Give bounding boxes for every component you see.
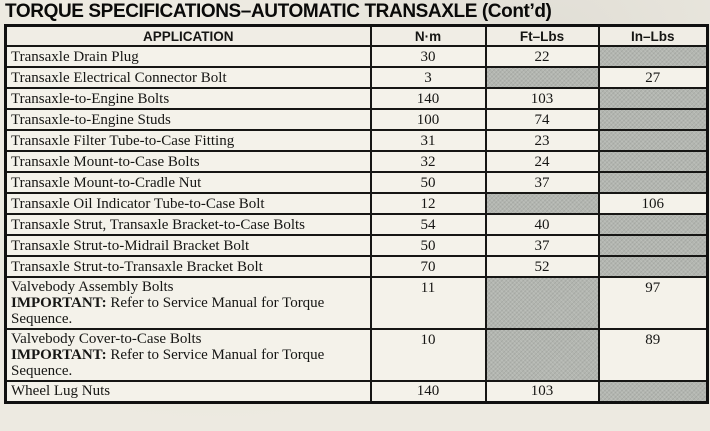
inlbs-cell-shaded	[599, 172, 708, 193]
table-row	[6, 329, 708, 381]
table-row	[6, 235, 708, 256]
application-cell: Wheel Lug Nuts	[6, 381, 371, 402]
column-header-inlbs: In–Lbs	[599, 26, 708, 47]
column-header-nm: N·m	[371, 26, 486, 47]
inlbs-cell-shaded	[599, 151, 708, 172]
nm-cell: 100	[371, 109, 486, 130]
table-row	[6, 130, 708, 151]
nm-cell: 10	[371, 329, 486, 381]
nm-cell: 31	[371, 130, 486, 151]
table-row	[6, 46, 708, 67]
column-header-ftlbs: Ft–Lbs	[486, 26, 599, 47]
nm-cell: 30	[371, 46, 486, 67]
nm-cell: 3	[371, 67, 486, 88]
nm-cell: 140	[371, 381, 486, 402]
ftlbs-cell: 103	[486, 88, 599, 109]
application-note	[11, 347, 366, 379]
application-note	[11, 295, 366, 327]
nm-cell: 54	[371, 214, 486, 235]
ftlbs-cell: 103	[486, 381, 599, 402]
table-row	[6, 151, 708, 172]
table-row	[6, 109, 708, 130]
application-cell: Transaxle-to-Engine Bolts	[6, 88, 371, 109]
inlbs-cell-shaded	[599, 46, 708, 67]
application-cell: Transaxle Mount-to-Cradle Nut	[6, 172, 371, 193]
inlbs-cell-shaded	[599, 256, 708, 277]
important-label: IMPORTANT:	[11, 295, 107, 311]
page-title: TORQUE SPECIFICATIONS–AUTOMATIC TRANSAXLE (Cont’d)	[5, 1, 552, 22]
note-text: Refer to Service Manual for Torque Sequence.	[11, 295, 325, 327]
application-cell: Transaxle Electrical Connector Bolt	[6, 67, 371, 88]
application-cell: Transaxle Filter Tube-to-Case Fitting	[6, 130, 371, 151]
inlbs-cell-shaded	[599, 214, 708, 235]
application-label: Valvebody Cover-to-Case Bolts	[11, 331, 202, 347]
nm-cell: 32	[371, 151, 486, 172]
ftlbs-cell-shaded	[486, 67, 599, 88]
inlbs-cell-shaded	[599, 109, 708, 130]
ftlbs-cell: 74	[486, 109, 599, 130]
application-cell: Transaxle Oil Indicator Tube-to-Case Bolt	[6, 193, 371, 214]
application-cell	[6, 329, 371, 381]
application-cell: Transaxle Strut-to-Midrail Bracket Bolt	[6, 235, 371, 256]
nm-cell: 11	[371, 277, 486, 329]
table-row	[6, 88, 708, 109]
application-cell: Transaxle Strut-to-Transaxle Bracket Bolt	[6, 256, 371, 277]
ftlbs-cell: 23	[486, 130, 599, 151]
application-label: Valvebody Assembly Bolts	[11, 279, 174, 295]
column-header-application: APPLICATION	[6, 26, 371, 47]
ftlbs-cell: 40	[486, 214, 599, 235]
ftlbs-cell-shaded	[486, 193, 599, 214]
table-row	[6, 277, 708, 329]
torque-spec-table	[4, 24, 709, 404]
table-row	[6, 67, 708, 88]
inlbs-cell: 27	[599, 67, 708, 88]
inlbs-cell: 89	[599, 329, 708, 381]
ftlbs-cell: 52	[486, 256, 599, 277]
table-row	[6, 172, 708, 193]
inlbs-cell: 106	[599, 193, 708, 214]
application-cell: Transaxle Drain Plug	[6, 46, 371, 67]
inlbs-cell: 97	[599, 277, 708, 329]
application-cell	[6, 277, 371, 329]
ftlbs-cell-shaded	[486, 277, 599, 329]
ftlbs-cell: 37	[486, 235, 599, 256]
ftlbs-cell: 37	[486, 172, 599, 193]
inlbs-cell-shaded	[599, 381, 708, 402]
ftlbs-cell: 24	[486, 151, 599, 172]
table-row	[6, 381, 708, 402]
application-cell: Transaxle Mount-to-Case Bolts	[6, 151, 371, 172]
table-row	[6, 193, 708, 214]
ftlbs-cell: 22	[486, 46, 599, 67]
table-row	[6, 214, 708, 235]
nm-cell: 50	[371, 235, 486, 256]
nm-cell: 50	[371, 172, 486, 193]
nm-cell: 12	[371, 193, 486, 214]
ftlbs-cell-shaded	[486, 329, 599, 381]
application-cell: Transaxle Strut, Transaxle Bracket-to-Case Bolts	[6, 214, 371, 235]
application-cell: Transaxle-to-Engine Studs	[6, 109, 371, 130]
inlbs-cell-shaded	[599, 235, 708, 256]
inlbs-cell-shaded	[599, 88, 708, 109]
nm-cell: 140	[371, 88, 486, 109]
note-text: Refer to Service Manual for Torque Sequence.	[11, 347, 325, 379]
table-header-row	[6, 26, 708, 47]
important-label: IMPORTANT:	[11, 347, 107, 363]
inlbs-cell-shaded	[599, 130, 708, 151]
table-row	[6, 256, 708, 277]
nm-cell: 70	[371, 256, 486, 277]
